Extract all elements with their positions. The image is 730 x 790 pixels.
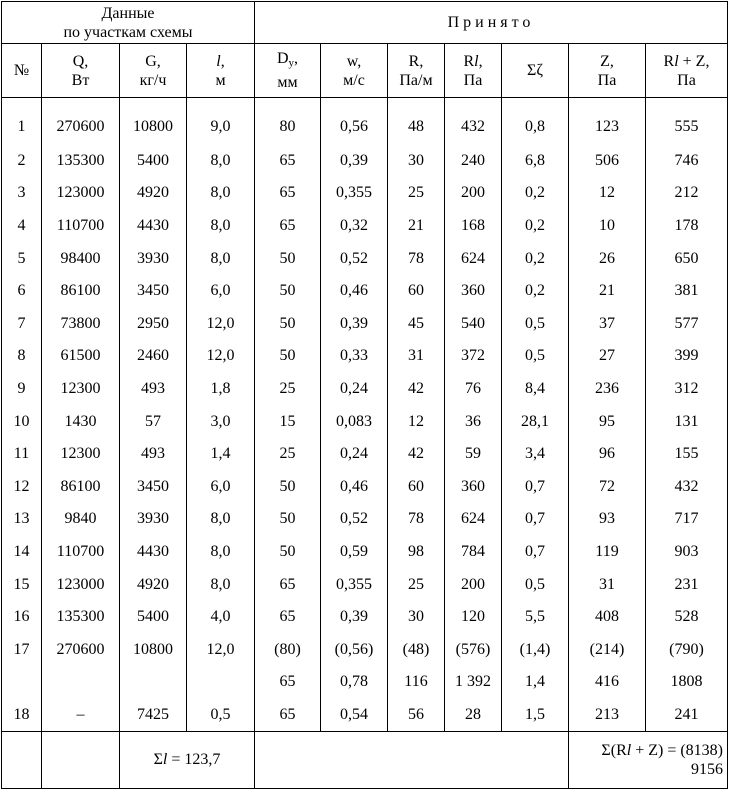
cell-g: 10800 bbox=[120, 633, 187, 666]
cell-rl: 36 bbox=[445, 405, 502, 438]
cell-dy: 65 bbox=[255, 144, 321, 177]
cell-w: 0,54 bbox=[321, 698, 388, 731]
footer-row bbox=[2, 731, 728, 788]
cell-z: 506 bbox=[569, 144, 646, 177]
cell-rl: 168 bbox=[445, 209, 502, 242]
cell-no: 14 bbox=[2, 535, 42, 568]
cell-rl: (576) bbox=[445, 633, 502, 666]
cell-rl-plus-z: 399 bbox=[646, 340, 728, 373]
cell-l: 4,0 bbox=[187, 600, 255, 633]
cell-rl: 120 bbox=[445, 600, 502, 633]
col-header-rl-plus-z: Rl + Z, Па bbox=[646, 44, 728, 98]
cell-l: 8,0 bbox=[187, 177, 255, 210]
cell-w: 0,355 bbox=[321, 177, 388, 210]
table-row bbox=[2, 372, 728, 405]
cell-r: 25 bbox=[388, 568, 445, 601]
footer-empty bbox=[255, 731, 569, 788]
cell-g: 5400 bbox=[120, 144, 187, 177]
table-row bbox=[2, 568, 728, 601]
table-row bbox=[2, 666, 728, 699]
footer-empty bbox=[2, 731, 42, 788]
cell-z: 408 bbox=[569, 600, 646, 633]
table-row bbox=[2, 437, 728, 470]
cell-dy: 50 bbox=[255, 470, 321, 503]
cell-no: 10 bbox=[2, 405, 42, 438]
cell-g: 2950 bbox=[120, 307, 187, 340]
cell-no: 17 bbox=[2, 633, 42, 666]
cell-r: 45 bbox=[388, 307, 445, 340]
table-row bbox=[2, 470, 728, 503]
cell-no: 1 bbox=[2, 98, 42, 145]
cell-dy: 50 bbox=[255, 535, 321, 568]
cell-z: 416 bbox=[569, 666, 646, 699]
cell-q: 61500 bbox=[42, 340, 120, 373]
cell-no bbox=[2, 666, 42, 699]
cell-sum-zeta: 0,5 bbox=[502, 568, 569, 601]
cell-z: 31 bbox=[569, 568, 646, 601]
cell-dy: 50 bbox=[255, 242, 321, 275]
cell-rl-plus-z: 528 bbox=[646, 600, 728, 633]
cell-r: 56 bbox=[388, 698, 445, 731]
cell-g: 7425 bbox=[120, 698, 187, 731]
cell-rl-plus-z: 155 bbox=[646, 437, 728, 470]
cell-rl-plus-z: (790) bbox=[646, 633, 728, 666]
cell-l: 9,0 bbox=[187, 98, 255, 145]
cell-no: 16 bbox=[2, 600, 42, 633]
group-header-accepted: Принято bbox=[255, 2, 728, 44]
cell-rl: 540 bbox=[445, 307, 502, 340]
cell-z: 10 bbox=[569, 209, 646, 242]
cell-z: 236 bbox=[569, 372, 646, 405]
cell-rl-plus-z: 717 bbox=[646, 503, 728, 536]
cell-g bbox=[120, 666, 187, 699]
cell-l: 12,0 bbox=[187, 340, 255, 373]
cell-sum-zeta: 28,1 bbox=[502, 405, 569, 438]
cell-no: 13 bbox=[2, 503, 42, 536]
cell-q: 123000 bbox=[42, 568, 120, 601]
footer-sum-length: Σl = 123,7 bbox=[120, 731, 255, 788]
cell-q: 270600 bbox=[42, 98, 120, 145]
cell-dy: 25 bbox=[255, 437, 321, 470]
cell-q: 73800 bbox=[42, 307, 120, 340]
cell-sum-zeta: 0,2 bbox=[502, 209, 569, 242]
cell-no: 7 bbox=[2, 307, 42, 340]
cell-l bbox=[187, 666, 255, 699]
cell-sum-zeta: 0,2 bbox=[502, 177, 569, 210]
cell-z: 213 bbox=[569, 698, 646, 731]
cell-dy: 65 bbox=[255, 600, 321, 633]
cell-rl: 360 bbox=[445, 274, 502, 307]
cell-w: 0,78 bbox=[321, 666, 388, 699]
cell-w: 0,083 bbox=[321, 405, 388, 438]
cell-w: 0,355 bbox=[321, 568, 388, 601]
cell-rl-plus-z: 650 bbox=[646, 242, 728, 275]
cell-r: 60 bbox=[388, 274, 445, 307]
cell-rl-plus-z: 555 bbox=[646, 98, 728, 145]
cell-sum-zeta: 0,7 bbox=[502, 535, 569, 568]
cell-w: 0,52 bbox=[321, 503, 388, 536]
cell-z: 123 bbox=[569, 98, 646, 145]
cell-q: 270600 bbox=[42, 633, 120, 666]
cell-dy: 65 bbox=[255, 568, 321, 601]
cell-r: 48 bbox=[388, 98, 445, 145]
col-header-no: № bbox=[2, 44, 42, 98]
cell-no: 5 bbox=[2, 242, 42, 275]
cell-dy: 50 bbox=[255, 274, 321, 307]
cell-g: 4920 bbox=[120, 568, 187, 601]
cell-dy: 65 bbox=[255, 209, 321, 242]
cell-w: 0,33 bbox=[321, 340, 388, 373]
cell-rl: 59 bbox=[445, 437, 502, 470]
col-header-sum-zeta: Σζ bbox=[502, 44, 569, 98]
table-row bbox=[2, 209, 728, 242]
group-header-input bbox=[2, 2, 255, 44]
cell-no: 9 bbox=[2, 372, 42, 405]
cell-g: 5400 bbox=[120, 600, 187, 633]
cell-sum-zeta: 1,4 bbox=[502, 666, 569, 699]
table-row bbox=[2, 633, 728, 666]
col-header-r: R, Па/м bbox=[388, 44, 445, 98]
cell-r: 98 bbox=[388, 535, 445, 568]
cell-dy: 65 bbox=[255, 666, 321, 699]
cell-g: 4920 bbox=[120, 177, 187, 210]
cell-dy: 50 bbox=[255, 503, 321, 536]
group-header-input-line2: по участкам схемы bbox=[63, 23, 193, 41]
cell-dy: 65 bbox=[255, 177, 321, 210]
cell-z: (214) bbox=[569, 633, 646, 666]
cell-no: 2 bbox=[2, 144, 42, 177]
cell-rl-plus-z: 212 bbox=[646, 177, 728, 210]
cell-sum-zeta: 5,5 bbox=[502, 600, 569, 633]
group-header-input-line1: Данные bbox=[101, 4, 155, 22]
cell-g: 493 bbox=[120, 372, 187, 405]
cell-q: 110700 bbox=[42, 209, 120, 242]
cell-rl: 784 bbox=[445, 535, 502, 568]
cell-r: 21 bbox=[388, 209, 445, 242]
cell-sum-zeta: 0,7 bbox=[502, 470, 569, 503]
header-row-groups bbox=[2, 2, 728, 44]
cell-w: 0,46 bbox=[321, 470, 388, 503]
cell-g: 10800 bbox=[120, 98, 187, 145]
cell-no: 4 bbox=[2, 209, 42, 242]
cell-q: 86100 bbox=[42, 274, 120, 307]
cell-z: 37 bbox=[569, 307, 646, 340]
table-row bbox=[2, 307, 728, 340]
cell-rl-plus-z: 1808 bbox=[646, 666, 728, 699]
cell-w: 0,39 bbox=[321, 600, 388, 633]
cell-rl-plus-z: 903 bbox=[646, 535, 728, 568]
col-header-dy: $D_y$, мм bbox=[255, 44, 321, 98]
cell-rl: 372 bbox=[445, 340, 502, 373]
cell-dy: 50 bbox=[255, 340, 321, 373]
cell-z: 26 bbox=[569, 242, 646, 275]
cell-q: 86100 bbox=[42, 470, 120, 503]
cell-g: 4430 bbox=[120, 535, 187, 568]
cell-q: 12300 bbox=[42, 372, 120, 405]
cell-q: 135300 bbox=[42, 144, 120, 177]
table-row bbox=[2, 600, 728, 633]
cell-z: 12 bbox=[569, 177, 646, 210]
cell-sum-zeta: 8,4 bbox=[502, 372, 569, 405]
cell-sum-zeta: 6,8 bbox=[502, 144, 569, 177]
cell-l: 12,0 bbox=[187, 633, 255, 666]
cell-g: 3450 bbox=[120, 470, 187, 503]
cell-q: 9840 bbox=[42, 503, 120, 536]
table-row bbox=[2, 144, 728, 177]
cell-w: 0,24 bbox=[321, 437, 388, 470]
cell-g: 3450 bbox=[120, 274, 187, 307]
hydraulic-calculation-table bbox=[1, 1, 728, 789]
cell-sum-zeta: 3,4 bbox=[502, 437, 569, 470]
cell-r: (48) bbox=[388, 633, 445, 666]
table-row bbox=[2, 535, 728, 568]
cell-dy: 25 bbox=[255, 372, 321, 405]
cell-r: 116 bbox=[388, 666, 445, 699]
table-row bbox=[2, 177, 728, 210]
cell-z: 95 bbox=[569, 405, 646, 438]
cell-sum-zeta: 0,2 bbox=[502, 274, 569, 307]
cell-w: (0,56) bbox=[321, 633, 388, 666]
table-row bbox=[2, 98, 728, 145]
cell-w: 0,46 bbox=[321, 274, 388, 307]
cell-rl: 200 bbox=[445, 568, 502, 601]
cell-z: 72 bbox=[569, 470, 646, 503]
cell-r: 31 bbox=[388, 340, 445, 373]
cell-z: 96 bbox=[569, 437, 646, 470]
cell-q: 12300 bbox=[42, 437, 120, 470]
cell-g: 3930 bbox=[120, 242, 187, 275]
cell-q bbox=[42, 666, 120, 699]
cell-rl: 1 392 bbox=[445, 666, 502, 699]
cell-dy: 80 bbox=[255, 98, 321, 145]
cell-rl-plus-z: 381 bbox=[646, 274, 728, 307]
col-header-rl: Rl, Па bbox=[445, 44, 502, 98]
cell-q: 123000 bbox=[42, 177, 120, 210]
header-row-columns bbox=[2, 44, 728, 98]
cell-rl-plus-z: 577 bbox=[646, 307, 728, 340]
cell-dy: (80) bbox=[255, 633, 321, 666]
cell-l: 8,0 bbox=[187, 568, 255, 601]
cell-z: 119 bbox=[569, 535, 646, 568]
cell-w: 0,52 bbox=[321, 242, 388, 275]
cell-sum-zeta: 0,2 bbox=[502, 242, 569, 275]
cell-rl-plus-z: 131 bbox=[646, 405, 728, 438]
cell-l: 0,5 bbox=[187, 698, 255, 731]
cell-w: 0,32 bbox=[321, 209, 388, 242]
cell-g: 3930 bbox=[120, 503, 187, 536]
cell-rl-plus-z: 312 bbox=[646, 372, 728, 405]
cell-rl-plus-z: 432 bbox=[646, 470, 728, 503]
cell-w: 0,59 bbox=[321, 535, 388, 568]
footer-sum-losses: Σ(Rl + Z) = (8138) 9156 bbox=[569, 731, 728, 788]
cell-rl: 28 bbox=[445, 698, 502, 731]
cell-sum-zeta: 0,8 bbox=[502, 98, 569, 145]
cell-l: 1,8 bbox=[187, 372, 255, 405]
cell-no: 3 bbox=[2, 177, 42, 210]
cell-no: 15 bbox=[2, 568, 42, 601]
cell-no: 8 bbox=[2, 340, 42, 373]
cell-g: 2460 bbox=[120, 340, 187, 373]
cell-rl: 76 bbox=[445, 372, 502, 405]
table-row bbox=[2, 405, 728, 438]
col-header-g: G, кг/ч bbox=[120, 44, 187, 98]
cell-sum-zeta: 0,5 bbox=[502, 340, 569, 373]
cell-r: 60 bbox=[388, 470, 445, 503]
cell-l: 8,0 bbox=[187, 144, 255, 177]
table-row bbox=[2, 274, 728, 307]
cell-r: 30 bbox=[388, 600, 445, 633]
cell-rl-plus-z: 231 bbox=[646, 568, 728, 601]
cell-no: 12 bbox=[2, 470, 42, 503]
cell-l: 1,4 bbox=[187, 437, 255, 470]
cell-dy: 50 bbox=[255, 307, 321, 340]
cell-q: 110700 bbox=[42, 535, 120, 568]
cell-sum-zeta: (1,4) bbox=[502, 633, 569, 666]
cell-q: 135300 bbox=[42, 600, 120, 633]
cell-rl: 624 bbox=[445, 242, 502, 275]
cell-no: 11 bbox=[2, 437, 42, 470]
cell-r: 25 bbox=[388, 177, 445, 210]
cell-l: 6,0 bbox=[187, 274, 255, 307]
cell-rl: 200 bbox=[445, 177, 502, 210]
cell-rl-plus-z: 178 bbox=[646, 209, 728, 242]
table-row bbox=[2, 698, 728, 731]
cell-rl: 240 bbox=[445, 144, 502, 177]
cell-g: 57 bbox=[120, 405, 187, 438]
cell-r: 78 bbox=[388, 242, 445, 275]
cell-r: 42 bbox=[388, 372, 445, 405]
cell-l: 12,0 bbox=[187, 307, 255, 340]
col-header-w: w, м/с bbox=[321, 44, 388, 98]
cell-dy: 65 bbox=[255, 698, 321, 731]
cell-no: 18 bbox=[2, 698, 42, 731]
cell-sum-zeta: 1,5 bbox=[502, 698, 569, 731]
table-row bbox=[2, 340, 728, 373]
cell-no: 6 bbox=[2, 274, 42, 307]
cell-l: 8,0 bbox=[187, 535, 255, 568]
cell-g: 4430 bbox=[120, 209, 187, 242]
cell-rl-plus-z: 746 bbox=[646, 144, 728, 177]
cell-w: 0,39 bbox=[321, 307, 388, 340]
cell-q: 1430 bbox=[42, 405, 120, 438]
col-header-q: Q, Вт bbox=[42, 44, 120, 98]
cell-z: 21 bbox=[569, 274, 646, 307]
cell-r: 78 bbox=[388, 503, 445, 536]
footer-empty bbox=[42, 731, 120, 788]
cell-l: 3,0 bbox=[187, 405, 255, 438]
cell-l: 8,0 bbox=[187, 209, 255, 242]
cell-q: 98400 bbox=[42, 242, 120, 275]
col-header-z: Z, Па bbox=[569, 44, 646, 98]
cell-l: 8,0 bbox=[187, 242, 255, 275]
cell-z: 93 bbox=[569, 503, 646, 536]
cell-w: 0,39 bbox=[321, 144, 388, 177]
cell-r: 42 bbox=[388, 437, 445, 470]
cell-w: 0,56 bbox=[321, 98, 388, 145]
cell-r: 30 bbox=[388, 144, 445, 177]
table-row bbox=[2, 242, 728, 275]
cell-sum-zeta: 0,7 bbox=[502, 503, 569, 536]
cell-sum-zeta: 0,5 bbox=[502, 307, 569, 340]
cell-l: 8,0 bbox=[187, 503, 255, 536]
cell-dy: 15 bbox=[255, 405, 321, 438]
cell-rl: 624 bbox=[445, 503, 502, 536]
col-header-l: l, м bbox=[187, 44, 255, 98]
cell-l: 6,0 bbox=[187, 470, 255, 503]
cell-rl: 432 bbox=[445, 98, 502, 145]
cell-rl-plus-z: 241 bbox=[646, 698, 728, 731]
cell-w: 0,24 bbox=[321, 372, 388, 405]
cell-g: 493 bbox=[120, 437, 187, 470]
cell-z: 27 bbox=[569, 340, 646, 373]
cell-r: 12 bbox=[388, 405, 445, 438]
cell-rl: 360 bbox=[445, 470, 502, 503]
cell-q: – bbox=[42, 698, 120, 731]
table-row bbox=[2, 503, 728, 536]
